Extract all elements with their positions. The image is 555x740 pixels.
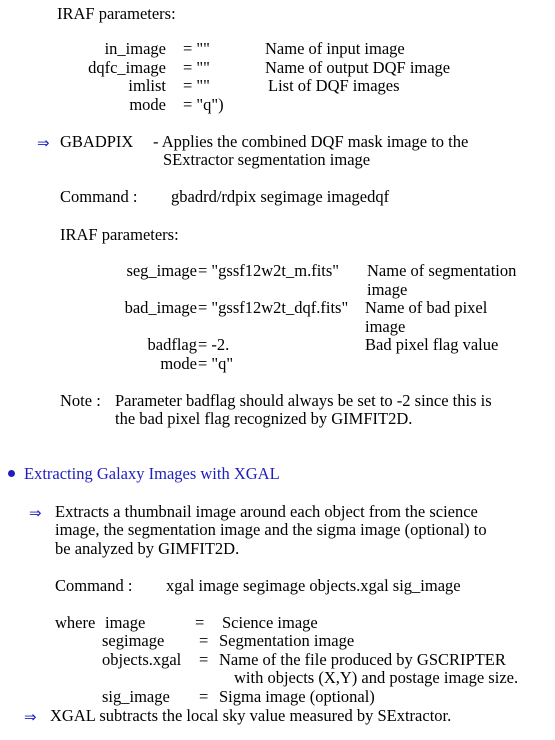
- param-name-seg-image: seg_image: [126, 261, 197, 280]
- param-value-seg-image: = "gssf12w2t_m.fits": [198, 261, 340, 280]
- param-value-dqfc-image: = "": [183, 58, 210, 77]
- bullet-icon: [8, 470, 15, 477]
- param-value-mode-1: = "q"): [183, 95, 224, 114]
- param-name-badflag: badflag: [147, 335, 197, 354]
- section-title-xgal: Extracting Galaxy Images with XGAL: [24, 464, 280, 483]
- param-name-bad-image: bad_image: [124, 298, 197, 317]
- arg-name-segimage: segimage: [102, 631, 165, 650]
- param-name-in-image: in_image: [104, 39, 166, 58]
- arg-desc-segimage: Segmentation image: [219, 631, 355, 650]
- xgal-command-label: Command :: [55, 576, 133, 595]
- iraf-heading-2: IRAF parameters:: [60, 225, 179, 244]
- xgal-desc-line3: be analyzed by GIMFIT2D.: [55, 539, 240, 558]
- param-desc-badflag: Bad pixel flag value: [365, 335, 499, 354]
- arg-name-objects-xgal: objects.xgal: [102, 650, 182, 669]
- param-value-imlist: = "": [183, 76, 210, 95]
- arrow-icon: ⇒: [37, 134, 50, 152]
- arrow-icon: ⇒: [29, 504, 42, 522]
- arg-desc-objects-xgal: Name of the file produced by GSCRIPTER: [219, 650, 506, 669]
- param-name-dqfc-image: dqfc_image: [88, 58, 166, 77]
- arg-eq-sig-image: =: [199, 687, 209, 706]
- where-label: where: [55, 613, 96, 632]
- note-line1: Parameter badflag should always be set to -2 since this is: [115, 391, 492, 410]
- param-desc-bad-image: Name of bad pixel: [365, 298, 488, 317]
- param-desc-seg-image-2: image: [367, 280, 408, 299]
- arrow-icon: ⇒: [24, 708, 37, 726]
- param-desc-in-image: Name of input image: [265, 39, 405, 58]
- param-name-mode-2: mode: [160, 354, 197, 373]
- arg-desc-image: Science image: [222, 613, 318, 632]
- arg-eq-objects-xgal: =: [199, 650, 209, 669]
- gbadpix-command: gbadrd/rdpix segimage imagedqf: [171, 187, 390, 206]
- param-value-bad-image: = "gssf12w2t_dqf.fits": [198, 298, 349, 317]
- gbadpix-desc-line2: SExtractor segmentation image: [163, 150, 371, 169]
- gbadpix-desc-line1: - Applies the combined DQF mask image to the: [153, 132, 469, 151]
- param-desc-imlist: List of DQF images: [268, 76, 400, 95]
- arg-eq-segimage: =: [199, 631, 209, 650]
- param-desc-bad-image-2: image: [365, 317, 406, 336]
- arg-desc-objects-xgal-2: with objects (X,Y) and postage image size.: [234, 668, 519, 687]
- param-value-in-image: = "": [183, 39, 210, 58]
- xgal-sky-note: XGAL subtracts the local sky value measured by SExtractor.: [50, 706, 452, 725]
- note-label: Note :: [60, 391, 101, 410]
- note-line2: the bad pixel flag recognized by GIMFIT2D.: [115, 409, 413, 428]
- arg-name-sig-image: sig_image: [102, 687, 170, 706]
- param-name-imlist: imlist: [128, 76, 166, 95]
- gbadpix-title: GBADPIX: [60, 132, 134, 151]
- xgal-desc-line2: image, the segmentation image and the sigma image (optional) to: [55, 520, 487, 539]
- param-name-mode-1: mode: [129, 95, 166, 114]
- param-desc-dqfc-image: Name of output DQF image: [265, 58, 451, 77]
- param-value-badflag: = -2.: [198, 335, 230, 354]
- arg-name-image: image: [105, 613, 146, 632]
- arg-eq-image: =: [195, 613, 205, 632]
- gbadpix-command-label: Command :: [60, 187, 138, 206]
- param-value-mode-2: = "q": [198, 354, 234, 373]
- xgal-desc-line1: Extracts a thumbnail image around each object from the science: [55, 502, 478, 521]
- arg-desc-sig-image: Sigma image (optional): [219, 687, 375, 706]
- param-desc-seg-image: Name of segmentation: [367, 261, 517, 280]
- xgal-command: xgal image segimage objects.xgal sig_image: [166, 576, 461, 595]
- iraf-heading-1: IRAF parameters:: [57, 4, 176, 23]
